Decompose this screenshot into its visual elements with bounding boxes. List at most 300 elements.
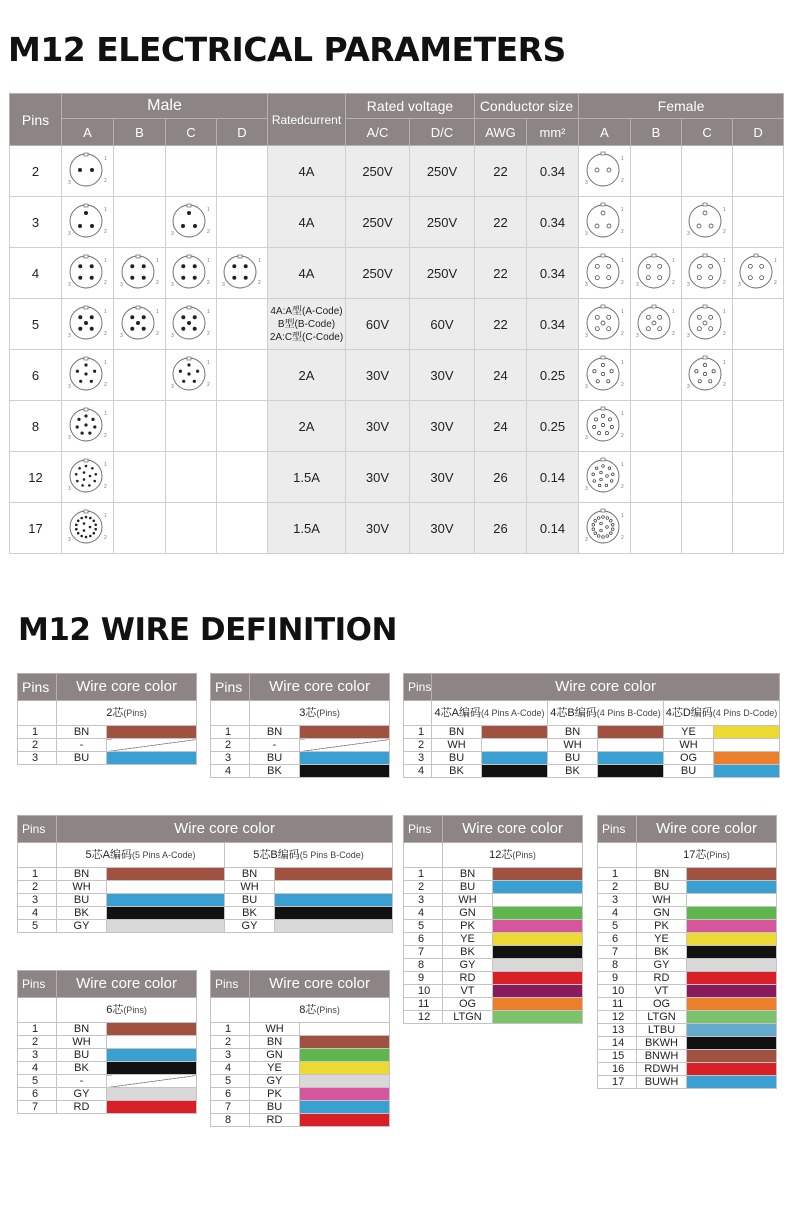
table-row	[404, 946, 583, 959]
wire-table-header	[404, 816, 583, 843]
table-row	[598, 1076, 777, 1089]
female-connector-4-pin-c-icon	[685, 250, 729, 294]
table-row	[404, 868, 583, 881]
female-b-cell	[631, 503, 682, 554]
svg-text:3: 3	[171, 230, 174, 237]
color-swatch	[107, 752, 197, 765]
female-c-cell	[682, 401, 733, 452]
svg-text:3: 3	[738, 281, 741, 288]
pin-number: 3	[211, 752, 250, 765]
svg-text:2: 2	[723, 228, 726, 235]
pin-number: 15	[598, 1050, 637, 1063]
color-abbreviation: VT	[637, 985, 687, 998]
color-abbreviation: YE	[443, 933, 493, 946]
color-swatch	[300, 752, 390, 765]
male-b-cell	[114, 503, 166, 554]
color-swatch	[482, 752, 548, 765]
female-b-cell	[631, 146, 682, 197]
color-swatch	[493, 1011, 583, 1024]
pin-type-code: (4 Pins A-Code)	[480, 708, 545, 718]
pin-number: 4	[211, 1062, 250, 1075]
pin-number: 6	[211, 1088, 250, 1101]
male-connector-2-pin-a-icon	[66, 148, 110, 192]
table-row	[404, 985, 583, 998]
color-swatch	[107, 881, 225, 894]
color-swatch	[687, 1063, 777, 1076]
color-abbreviation: GN	[443, 907, 493, 920]
male-connector-4-pin-d-icon	[220, 250, 264, 294]
color-swatch	[687, 985, 777, 998]
color-swatch	[107, 1036, 197, 1049]
svg-text:3: 3	[171, 281, 174, 288]
female-b-cell	[631, 299, 682, 350]
female-d-cell	[733, 197, 784, 248]
ac-voltage-cell: 250V	[346, 197, 410, 248]
female-b-cell	[631, 452, 682, 503]
pin-number: 6	[404, 933, 443, 946]
pin-type-label	[664, 701, 780, 726]
male-connector-8-pin-a-icon	[66, 403, 110, 447]
color-abbreviation: BN	[548, 726, 598, 739]
color-abbreviation: GY	[57, 920, 107, 933]
svg-text:2: 2	[103, 432, 107, 439]
sub-blank	[18, 701, 57, 726]
pin-number: 16	[598, 1063, 637, 1076]
color-abbreviation: WH	[637, 894, 687, 907]
pin-type-label	[57, 843, 225, 868]
color-abbreviation: YE	[637, 933, 687, 946]
color-abbreviation: GY	[225, 920, 275, 933]
color-swatch	[107, 868, 225, 881]
svg-text:3: 3	[584, 179, 588, 186]
color-swatch	[275, 881, 393, 894]
color-abbreviation: BU	[664, 765, 714, 778]
table-row	[404, 739, 780, 752]
rated-current-cell: 2A	[268, 401, 346, 452]
pin-number: 12	[404, 1011, 443, 1024]
color-swatch	[275, 920, 393, 933]
ac-voltage-cell: 30V	[346, 503, 410, 554]
pin-type-label	[250, 998, 390, 1023]
table-row	[404, 765, 780, 778]
female-c-cell	[682, 452, 733, 503]
color-swatch	[687, 998, 777, 1011]
color-abbreviation: BU	[432, 752, 482, 765]
color-swatch	[107, 920, 225, 933]
svg-text:1: 1	[620, 512, 624, 519]
table-row	[18, 1101, 197, 1114]
rated-current-line: 4A:A型(A-Code)	[270, 305, 343, 317]
pin-number: 12	[598, 1011, 637, 1024]
color-abbreviation: WH	[443, 894, 493, 907]
color-abbreviation: RD	[250, 1114, 300, 1127]
wire-table-subheader	[18, 998, 197, 1023]
color-abbreviation: YE	[250, 1062, 300, 1075]
svg-text:1: 1	[672, 257, 675, 264]
table-row	[404, 959, 583, 972]
pin-type-code: (5 Pins A-Code)	[131, 850, 196, 860]
sub-blank	[211, 701, 250, 726]
svg-text:1: 1	[103, 308, 107, 315]
table-row	[598, 1037, 777, 1050]
pin-number: 8	[211, 1114, 250, 1127]
pin-number: 1	[211, 1023, 250, 1036]
male-d-cell	[217, 146, 268, 197]
pin-type-label	[548, 701, 664, 726]
svg-text:1: 1	[103, 206, 107, 213]
pin-number: 1	[598, 868, 637, 881]
pin-number: 1	[404, 868, 443, 881]
color-swatch	[300, 765, 390, 778]
color-abbreviation: PK	[443, 920, 493, 933]
svg-text:1: 1	[672, 308, 675, 315]
svg-text:2: 2	[103, 228, 107, 235]
svg-text:1: 1	[620, 308, 624, 315]
male-code-c: C	[166, 119, 217, 146]
female-d-cell	[733, 299, 784, 350]
svg-text:3: 3	[67, 485, 71, 492]
svg-text:2: 2	[620, 177, 624, 184]
male-b-cell	[114, 401, 166, 452]
color-swatch	[107, 894, 225, 907]
pin-type-main: 4芯B编码	[550, 707, 597, 719]
male-a-cell	[62, 350, 114, 401]
color-swatch	[598, 752, 664, 765]
table-row	[211, 1101, 390, 1114]
male-c-cell	[166, 299, 217, 350]
female-a-cell	[579, 350, 631, 401]
rated-current-line: 2A:C型(C-Code)	[269, 331, 344, 343]
svg-text:2: 2	[723, 279, 726, 286]
female-a-cell	[579, 146, 631, 197]
table-row	[404, 907, 583, 920]
color-swatch	[300, 739, 390, 752]
pin-type-main: 12芯	[489, 849, 513, 861]
pin-number: 4	[18, 907, 57, 920]
female-c-cell	[682, 146, 733, 197]
table-row	[18, 920, 393, 933]
female-b-cell	[631, 401, 682, 452]
male-connector-6-pin-c-icon	[169, 352, 213, 396]
table-row	[598, 881, 777, 894]
pins-cell: 4	[10, 248, 62, 299]
svg-text:3: 3	[171, 383, 174, 390]
male-connector-12-pin-a-icon	[66, 454, 110, 498]
table-row	[18, 739, 197, 752]
male-connector-4-pin-c-icon	[169, 250, 213, 294]
male-a-cell	[62, 299, 114, 350]
sub-blank	[404, 843, 443, 868]
color-swatch	[493, 894, 583, 907]
color-swatch	[687, 972, 777, 985]
color-swatch	[493, 946, 583, 959]
female-c-cell	[682, 248, 733, 299]
table-row	[598, 907, 777, 920]
pin-number: 2	[211, 739, 250, 752]
pin-number: 8	[598, 959, 637, 972]
color-swatch	[598, 765, 664, 778]
sub-blank	[598, 843, 637, 868]
wire-table-subheader	[18, 701, 197, 726]
pin-number: 3	[18, 894, 57, 907]
svg-text:1: 1	[207, 308, 210, 315]
pin-number: 9	[598, 972, 637, 985]
female-b-cell	[631, 248, 682, 299]
pins-cell: 8	[10, 401, 62, 452]
svg-text:2: 2	[620, 381, 624, 388]
sub-blank	[18, 843, 57, 868]
svg-text:3: 3	[67, 281, 71, 288]
pin-type-suffix: (Pins)	[316, 708, 340, 718]
svg-text:1: 1	[620, 155, 624, 162]
svg-text:3: 3	[636, 281, 639, 288]
color-abbreviation: OG	[443, 998, 493, 1011]
color-swatch	[482, 726, 548, 739]
svg-text:1: 1	[155, 257, 159, 264]
table-row	[404, 752, 780, 765]
color-swatch	[714, 765, 780, 778]
male-c-cell	[166, 350, 217, 401]
male-d-cell	[217, 503, 268, 554]
color-abbreviation: BK	[250, 765, 300, 778]
awg-cell: 22	[475, 248, 527, 299]
male-a-cell	[62, 146, 114, 197]
color-swatch	[300, 1049, 390, 1062]
table-row	[211, 1075, 390, 1088]
female-c-cell	[682, 299, 733, 350]
color-abbreviation: LTGN	[637, 1011, 687, 1024]
svg-text:1: 1	[207, 359, 210, 366]
pin-number: 2	[404, 739, 432, 752]
pins-header: Pins	[598, 816, 637, 843]
wire-definition-title: M12 WIRE DEFINITION	[18, 612, 397, 648]
male-connector-4-pin-b-icon	[118, 250, 162, 294]
wire-table-header	[211, 971, 390, 998]
mm2-cell: 0.25	[527, 401, 579, 452]
table-row	[18, 1023, 197, 1036]
pin-number: 7	[18, 1101, 57, 1114]
pin-type-suffix: (Pins)	[316, 1005, 340, 1015]
color-abbreviation: WH	[432, 739, 482, 752]
wire-core-color-header: Wire core color	[57, 816, 393, 843]
svg-text:2: 2	[207, 279, 210, 286]
color-swatch	[687, 1011, 777, 1024]
awg-cell: 26	[475, 503, 527, 554]
color-abbreviation: -	[57, 1075, 107, 1088]
female-a-cell	[579, 503, 631, 554]
table-row	[598, 998, 777, 1011]
pin-type-main: 4芯D编码	[665, 707, 713, 719]
svg-text:2: 2	[207, 381, 210, 388]
mm2-header: mm²	[527, 119, 579, 146]
table-row	[18, 726, 197, 739]
color-swatch	[300, 1114, 390, 1127]
ac-voltage-cell: 250V	[346, 248, 410, 299]
pin-number: 4	[211, 765, 250, 778]
pin-number: 1	[18, 1023, 57, 1036]
color-swatch	[107, 1023, 197, 1036]
male-b-cell	[114, 299, 166, 350]
table-row	[18, 752, 197, 765]
wire-table-subheader	[404, 843, 583, 868]
male-a-cell	[62, 197, 114, 248]
table-row	[598, 868, 777, 881]
mm2-cell: 0.34	[527, 146, 579, 197]
svg-text:2: 2	[103, 483, 107, 490]
wire-table-subheader	[18, 843, 393, 868]
male-c-cell	[166, 197, 217, 248]
female-a-cell	[579, 197, 631, 248]
color-abbreviation: GY	[250, 1075, 300, 1088]
table-row	[211, 752, 390, 765]
pin-number: 6	[598, 933, 637, 946]
table-row	[404, 726, 780, 739]
color-swatch	[300, 726, 390, 739]
male-connector-3-pin-a-icon	[66, 199, 110, 243]
pins-cell: 6	[10, 350, 62, 401]
color-abbreviation: GN	[250, 1049, 300, 1062]
ac-voltage-cell: 30V	[346, 452, 410, 503]
pins-cell: 12	[10, 452, 62, 503]
color-swatch	[493, 868, 583, 881]
male-b-cell	[114, 197, 166, 248]
pin-number: 4	[598, 907, 637, 920]
male-d-cell	[217, 401, 268, 452]
male-c-cell	[166, 401, 217, 452]
svg-text:1: 1	[207, 206, 210, 213]
pin-type-main: 3芯	[299, 707, 317, 719]
rated-current-cell: 2A	[268, 350, 346, 401]
mm2-cell: 0.34	[527, 299, 579, 350]
color-swatch	[687, 959, 777, 972]
svg-text:3: 3	[119, 332, 123, 339]
dc-voltage-cell: 250V	[410, 197, 475, 248]
rated-current-cell: 4A	[268, 248, 346, 299]
color-swatch	[107, 1049, 197, 1062]
ac-header: A/C	[346, 119, 410, 146]
wire-table-6	[17, 970, 197, 1114]
ac-voltage-cell: 250V	[346, 146, 410, 197]
pin-number: 4	[18, 1062, 57, 1075]
male-b-cell	[114, 452, 166, 503]
table-row	[404, 881, 583, 894]
svg-text:3: 3	[584, 434, 588, 441]
pin-number: 6	[18, 1088, 57, 1101]
wire-core-color-header: Wire core color	[443, 816, 583, 843]
awg-cell: 22	[475, 299, 527, 350]
table-row	[18, 894, 393, 907]
table-row	[404, 920, 583, 933]
electrical-title: M12 ELECTRICAL PARAMETERS	[8, 30, 566, 69]
table-row	[404, 998, 583, 1011]
svg-text:1: 1	[620, 359, 624, 366]
color-swatch	[493, 920, 583, 933]
color-abbreviation: PK	[250, 1088, 300, 1101]
pin-number: 2	[598, 881, 637, 894]
pin-number: 3	[404, 894, 443, 907]
pin-number: 3	[18, 752, 57, 765]
color-swatch	[687, 1076, 777, 1089]
pins-header: Pins	[18, 816, 57, 843]
pin-number: 11	[598, 998, 637, 1011]
svg-text:1: 1	[723, 359, 726, 366]
female-code-c: C	[682, 119, 733, 146]
color-abbreviation: PK	[637, 920, 687, 933]
male-code-a: A	[62, 119, 114, 146]
female-c-cell	[682, 350, 733, 401]
rated-current-line: B型(B-Code)	[277, 318, 336, 330]
pin-type-label	[57, 701, 197, 726]
svg-text:3: 3	[687, 230, 690, 237]
table-row	[18, 1049, 197, 1062]
table-row	[10, 299, 784, 350]
wire-table-4	[403, 673, 780, 778]
svg-text:3: 3	[687, 383, 690, 390]
female-a-cell	[579, 248, 631, 299]
pin-number: 1	[211, 726, 250, 739]
rated-current-cell: 4A	[268, 146, 346, 197]
pin-number: 7	[404, 946, 443, 959]
pin-number: 13	[598, 1024, 637, 1037]
male-connector-17-pin-a-icon	[66, 505, 110, 549]
color-abbreviation: BN	[57, 868, 107, 881]
svg-text:1: 1	[103, 359, 107, 366]
color-abbreviation: LTGN	[443, 1011, 493, 1024]
rated-current-cell: 1.5A	[268, 452, 346, 503]
color-abbreviation: BU	[443, 881, 493, 894]
female-d-cell	[733, 452, 784, 503]
awg-cell: 24	[475, 350, 527, 401]
female-d-cell	[733, 503, 784, 554]
female-connector-8-pin-a-icon	[583, 403, 627, 447]
color-abbreviation: RDWH	[637, 1063, 687, 1076]
table-row	[598, 959, 777, 972]
female-connector-5-pin-b-icon	[634, 301, 678, 345]
color-swatch	[107, 1075, 197, 1088]
pin-type-main: 6芯	[106, 1004, 124, 1016]
svg-text:3: 3	[584, 383, 588, 390]
table-row	[598, 894, 777, 907]
svg-text:3: 3	[67, 179, 71, 186]
color-abbreviation: BU	[250, 752, 300, 765]
pin-number: 3	[404, 752, 432, 765]
color-abbreviation: RD	[637, 972, 687, 985]
wire-table-subheader	[598, 843, 777, 868]
pin-type-main: 5芯A编码	[85, 849, 132, 861]
table-row	[404, 894, 583, 907]
pin-number: 4	[404, 907, 443, 920]
pin-number: 7	[211, 1101, 250, 1114]
female-c-cell	[682, 503, 733, 554]
pins-header: Pins	[211, 971, 250, 998]
table-row	[211, 1062, 390, 1075]
color-abbreviation: -	[250, 739, 300, 752]
female-code-b: B	[631, 119, 682, 146]
male-d-cell	[217, 197, 268, 248]
male-connector-4-pin-a-icon	[66, 250, 110, 294]
dc-voltage-cell: 30V	[410, 452, 475, 503]
wire-core-color-header: Wire core color	[637, 816, 777, 843]
color-swatch	[107, 1062, 197, 1075]
svg-text:2: 2	[620, 228, 624, 235]
table-row	[10, 452, 784, 503]
svg-text:2: 2	[620, 432, 624, 439]
wire-table-2	[17, 673, 197, 765]
table-row	[18, 868, 393, 881]
svg-text:3: 3	[584, 536, 588, 543]
dc-voltage-cell: 30V	[410, 401, 475, 452]
mm2-cell: 0.34	[527, 197, 579, 248]
